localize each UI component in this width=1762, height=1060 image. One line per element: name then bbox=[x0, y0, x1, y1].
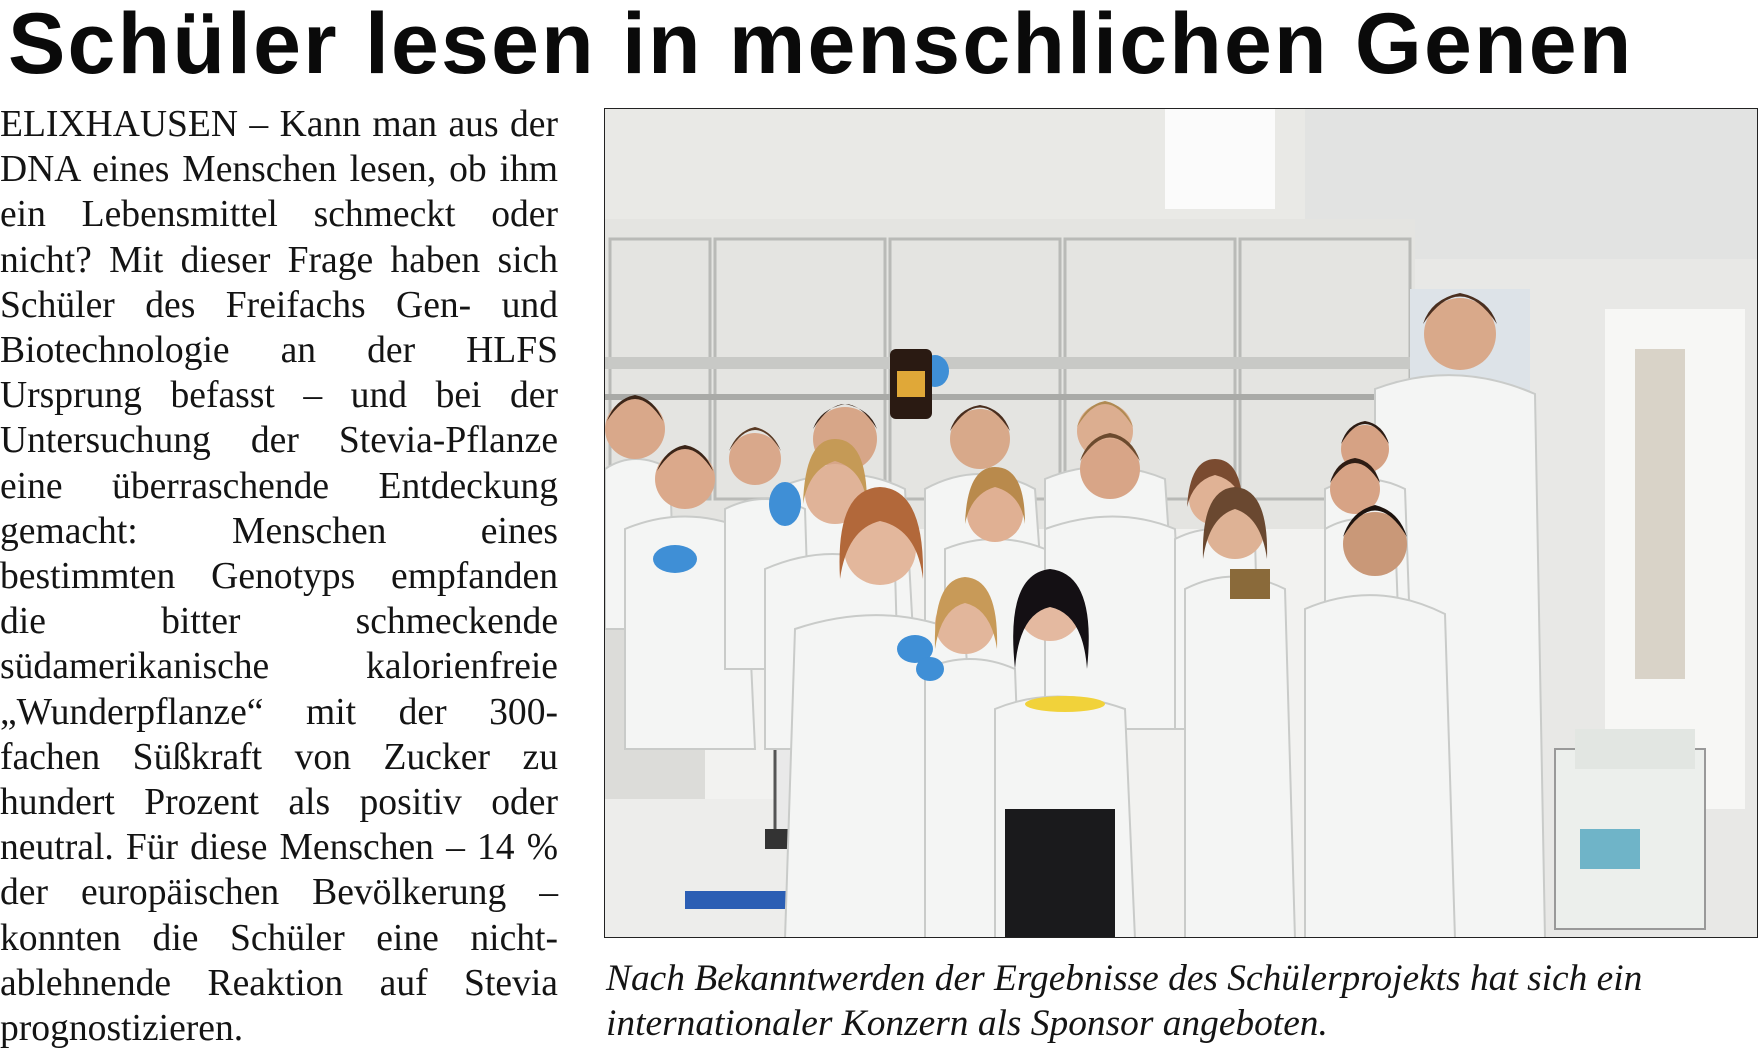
article-photo bbox=[604, 108, 1758, 938]
photo-caption: Nach Bekanntwerden der Ergebnisse des Schülerprojekts hat sich ein internationaler Konzern als Sponsor angeboten. bbox=[606, 958, 1643, 1044]
lab-students-photo bbox=[605, 109, 1758, 938]
article-body-text: ELIXHAUSEN – Kann man aus der DNA eines Menschen lesen, ob ihm ein Lebensmittel schmeckt oder nicht? Mit dieser Frage haben sich Schüler des Freifachs Gen- und Biotechnologie an der HLFS Ursprung befasst – und bei der Untersuchung der Stevia-Pflanze eine überraschende Entdeckung gemacht: Menschen eines bestimmten Genotyps empfanden die bitter schmeckende südamerikanische kalorienfreie „Wunderpflanze“ mit der 300-fachen Süßkraft von Zucker zu hundert Prozent als positiv oder neutral. Für diese Menschen – 14 % der europäischen Bevölkerung – konnten die Schüler eine nicht-ablehnende Reaktion auf Stevia prognostizieren. bbox=[0, 104, 558, 1050]
article-headline: Schüler lesen in menschlichen Genen bbox=[8, 0, 1634, 92]
